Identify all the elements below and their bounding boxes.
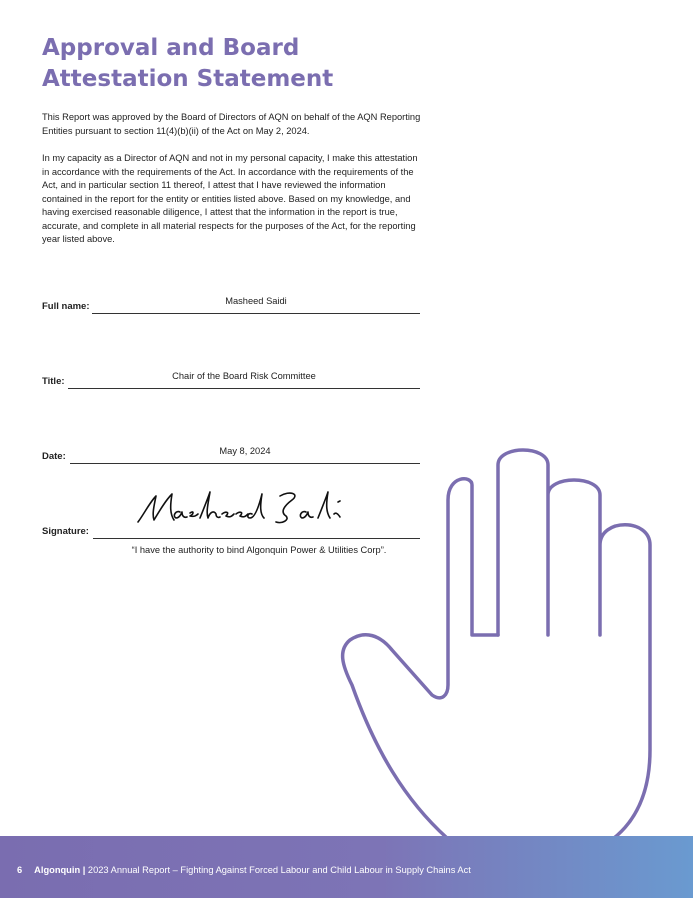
date-value: May 8, 2024 bbox=[219, 446, 271, 456]
title-value: Chair of the Board Risk Committee bbox=[172, 371, 316, 381]
footer-report-title: 2023 Annual Report – Fighting Against Forced Labour and Child Labour in Supply Chains Act bbox=[85, 865, 471, 875]
title-label: Title: bbox=[42, 376, 65, 387]
signature-image bbox=[130, 484, 360, 532]
page-footer bbox=[0, 836, 693, 898]
page-number: 6 bbox=[17, 865, 23, 875]
title-line bbox=[68, 388, 420, 389]
approval-paragraph: This Report was approved by the Board of Directors of AQN on behalf of the AQN Reporting Entities pursuant to section 11(4)(b)(ii) of the Act on May 2, 2024. bbox=[42, 112, 421, 136]
authority-caption: “I have the authority to bind Algonquin Power & Utilities Corp”. bbox=[131, 545, 387, 555]
full-name-line bbox=[92, 313, 420, 314]
page-title: Approval and Board Attestation Statement bbox=[42, 35, 334, 92]
raised-hand-icon bbox=[330, 440, 660, 870]
date-label: Date: bbox=[42, 451, 66, 462]
footer-text bbox=[17, 865, 471, 875]
attestation-paragraph: In my capacity as a Director of AQN and not in my personal capacity, I make this attestation in accordance with the requirements of the Act. In accordance with the requirements of the Act, and in particular section 11 thereof, I attest that I have reviewed the information contained in the report for the entity or entities listed above. Based on my knowledge, and having exercised reasonable diligence, I attest that the information in the report is true, accurate, and complete in all material respects for the purposes of the Act, for the reporting year listed above. bbox=[42, 153, 418, 244]
full-name-value: Masheed Saidi bbox=[225, 296, 287, 306]
full-name-label: Full name: bbox=[42, 301, 90, 312]
signature-label: Signature: bbox=[42, 526, 89, 537]
footer-brand: Algonquin | bbox=[34, 865, 86, 875]
